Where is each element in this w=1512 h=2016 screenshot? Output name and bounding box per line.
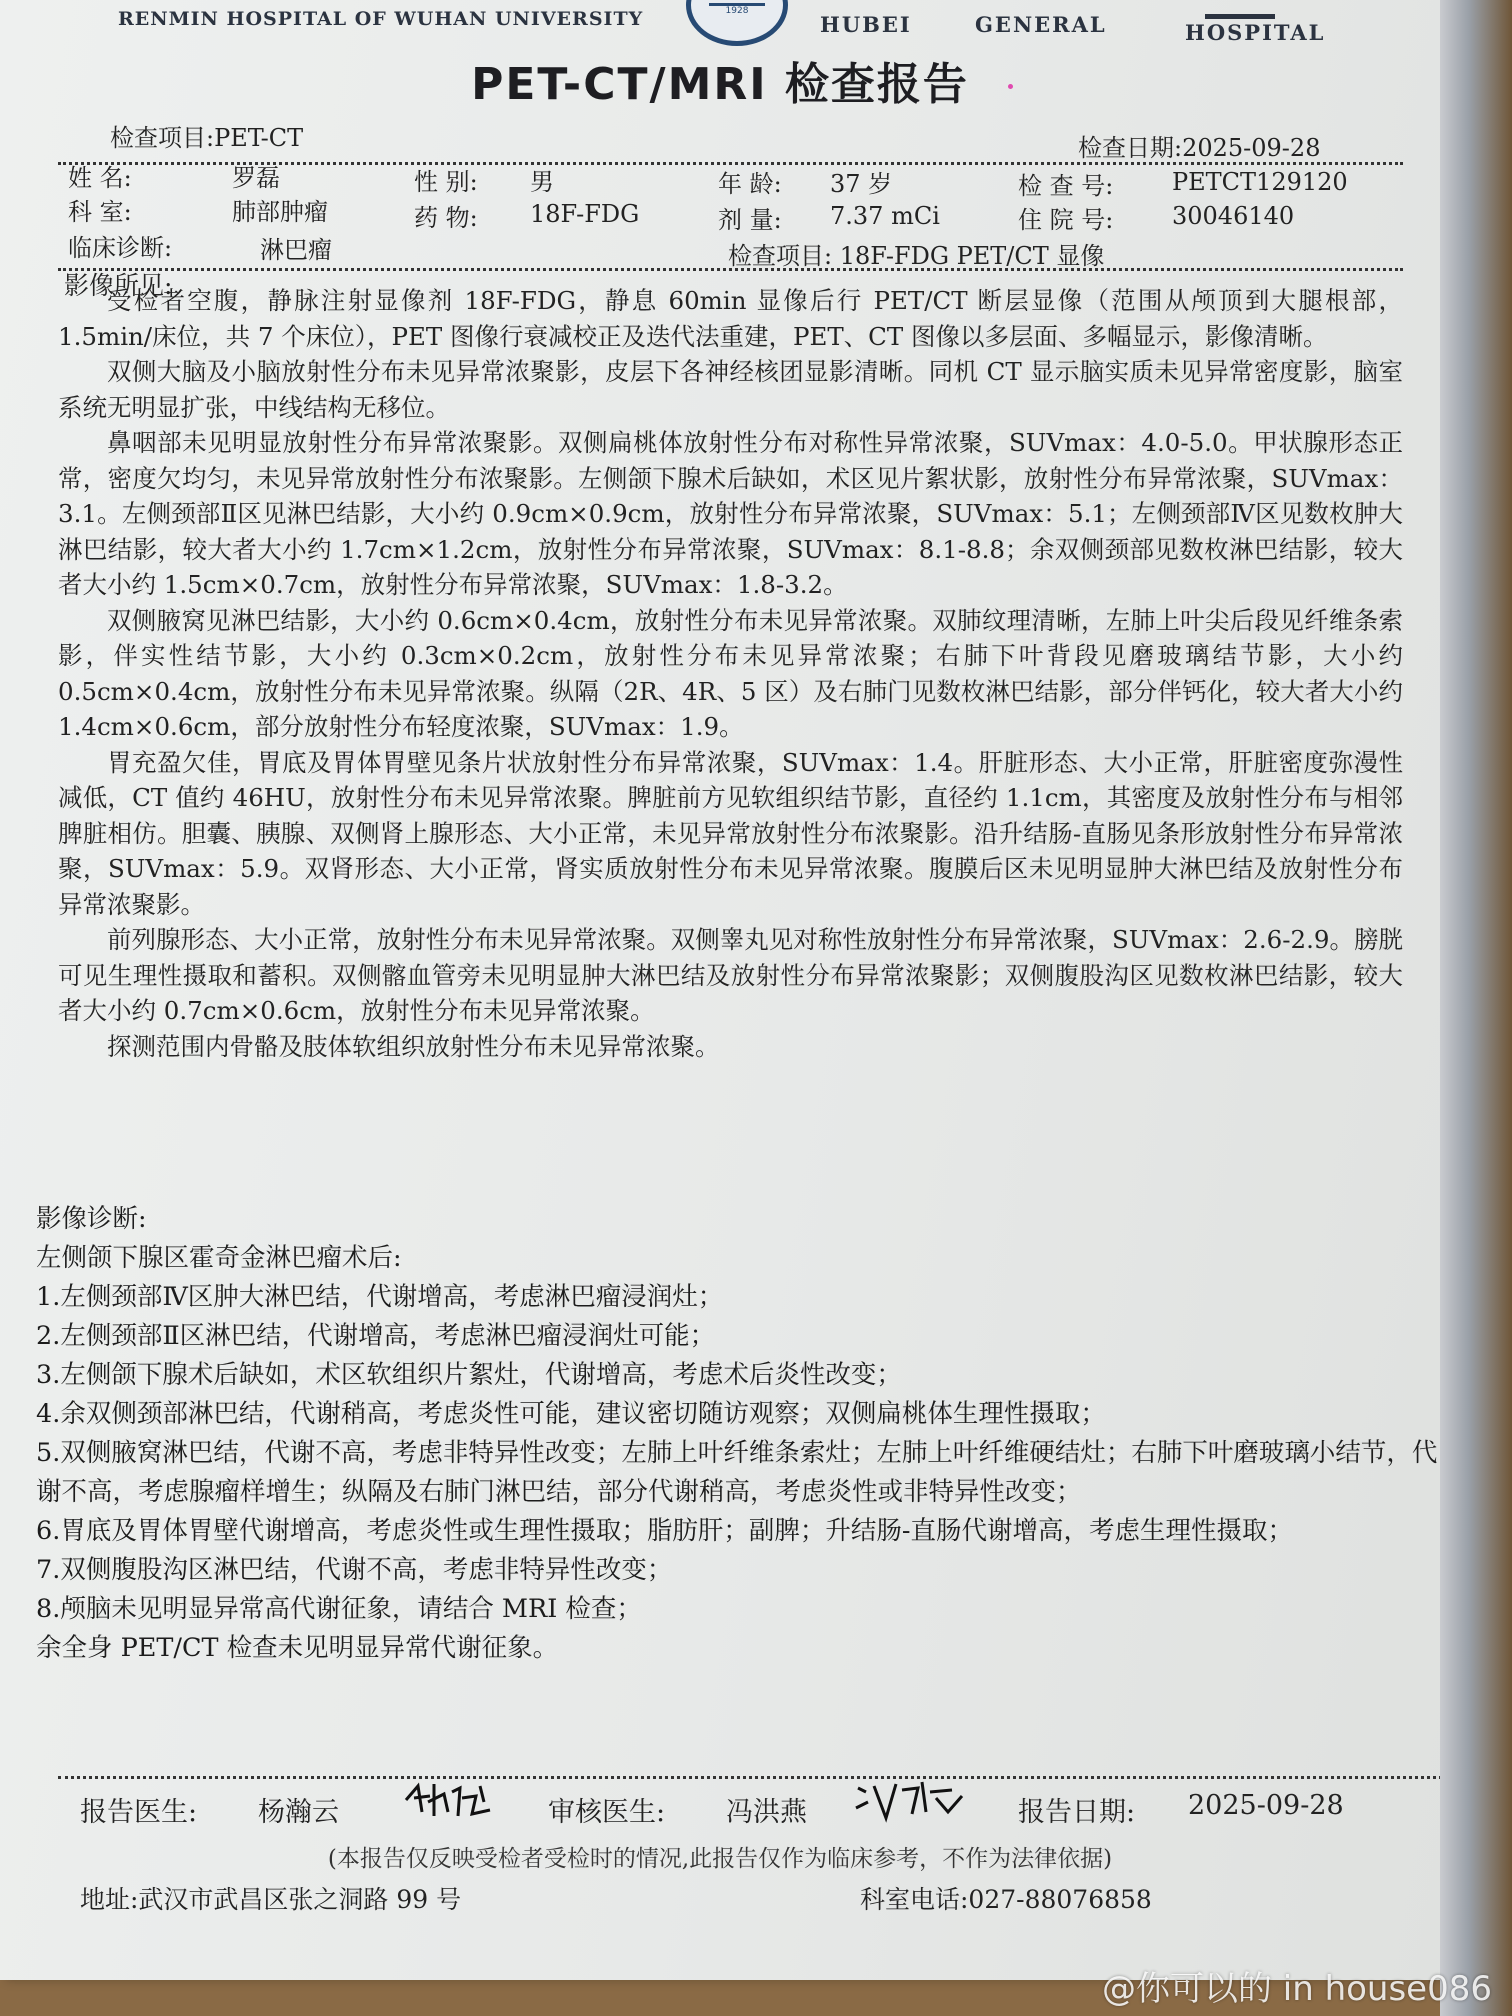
findings-body xyxy=(58,283,1403,1064)
department-phone: 科室电话:027-88076858 xyxy=(860,1885,1152,1914)
name-value: 罗磊 xyxy=(232,164,280,192)
diagnosis-item: 8.颅脑未见明显异常高代谢征象，请结合 MRI 检查； xyxy=(36,1594,642,1624)
report-doctor-signature xyxy=(400,1772,500,1828)
exam-no-label: 检 查 号: xyxy=(1018,172,1114,200)
pink-dot xyxy=(1008,84,1013,89)
dept-label: 科 室: xyxy=(68,198,132,226)
inpatient-value: 30046140 xyxy=(1172,202,1295,230)
inpatient-label: 住 院 号: xyxy=(1018,206,1114,234)
findings-paragraph: 胃充盈欠佳，胃底及胃体胃壁见条片状放射性分布异常浓聚，SUVmax：1.4。肝脏形态、大小正常，肝脏密度弥漫性减低，CT 值约 46HU，放射性分布未见异常浓聚。脾脏前方见软组织结节影，直径约 1.1cm，其密度及放射性分布与相邻脾脏相仿。胆囊、胰腺、双侧肾上腺形态、大小正常，未见异常放射性分布浓聚影。沿升结肠-直肠见条形放射性分布异常浓聚，SUVmax：5.9。双肾形态、大小正常，肾实质放射性分布未见异常浓聚。腹膜后区未见明显肿大淋巴结及放射性分布异常浓聚影。 xyxy=(58,747,1403,919)
diagnosis-heading: 影像诊断: xyxy=(36,1204,147,1234)
review-doctor-signature xyxy=(852,1768,972,1828)
review-doctor-name: 冯洪燕 xyxy=(726,1797,807,1828)
hospital-word-hubei: HUBEI xyxy=(820,12,912,37)
gender-label: 性 别: xyxy=(414,168,478,196)
disclaimer-note: (本报告仅反映受检者受检时的情况,此报告仅作为临床参考，不作为法律依据) xyxy=(327,1846,1113,1872)
findings-paragraph: 受检者空腹，静脉注射显像剂 18F-FDG，静息 60min 显像后行 PET/CT 断层显像（范围从颅顶到大腿根部，1.5min/床位，共 7 个床位），PET 图像行衰减校正及迭代法重建，PET、CT 图像以多层面、多幅显示，影像清晰。 xyxy=(58,286,1403,351)
hospital-logo xyxy=(686,0,788,46)
age-value: 37 岁 xyxy=(830,170,893,198)
diagnosis-item: 4.余双侧颈部淋巴结，代谢稍高，考虑炎性可能，建议密切随访观察；双侧扁桃体生理性摄取； xyxy=(36,1399,1106,1429)
diagnosis-item: 1.左侧颈部Ⅳ区肿大淋巴结，代谢增高，考虑淋巴瘤浸润灶； xyxy=(36,1282,724,1312)
dose-value: 7.37 mCi xyxy=(830,202,940,230)
report-doctor-name: 杨瀚云 xyxy=(258,1797,339,1828)
age-label: 年 龄: xyxy=(718,170,782,198)
hospital-word-hospital: HOSPITAL xyxy=(1185,20,1326,45)
diagnosis-item: 6.胃底及胃体胃壁代谢增高，考虑炎性或生理性摄取；脂肪肝；副脾；升结肠-直肠代谢增高，考虑生理性摄取； xyxy=(36,1516,1293,1546)
drug-label: 药 物: xyxy=(414,204,478,232)
clinical-label: 临床诊断: xyxy=(68,234,173,262)
diagnosis-item: 5.双侧腋窝淋巴结，代谢不高，考虑非特异性改变；左肺上叶纤维条索灶；左肺上叶纤维硬结灶；右肺下叶磨玻璃小结节，代谢不高，考虑腺瘤样增生；纵隔及右肺门淋巴结，部分代谢稍高，考虑炎性或非特异性改变； xyxy=(36,1438,1438,1507)
background-edge xyxy=(1440,0,1512,2016)
name-label: 姓 名: xyxy=(68,164,132,192)
hospital-word-general: GENERAL xyxy=(975,12,1107,37)
findings-paragraph: 前列腺形态、大小正常，放射性分布未见异常浓聚。双侧睾丸见对称性放射性分布异常浓聚，SUVmax：2.6-2.9。膀胱可见生理性摄取和蓄积。双侧髂血管旁未见明显肿大淋巴结及放射性分布异常浓聚影；双侧腹股沟区见数枚淋巴结影，较大者大小约 0.7cm×0.6cm，放射性分布未见异常浓聚。 xyxy=(58,925,1403,1025)
clinical-value: 淋巴瘤 xyxy=(260,236,332,264)
hospital-header xyxy=(0,2,1440,45)
findings-paragraph: 双侧大脑及小脑放射性分布未见异常浓聚影，皮层下各神经核团显影清晰。同机 CT 显示脑实质未见异常密度影，脑室系统无明显扩张，中线结构无移位。 xyxy=(58,357,1403,422)
dose-label: 剂 量: xyxy=(718,206,782,234)
gender-value: 男 xyxy=(530,168,554,196)
divider-bottom xyxy=(58,1776,1440,1779)
watermark: @你可以的 in house086 xyxy=(1101,1969,1492,2009)
exam-item-2: 检查项目: 18F-FDG PET/CT 显像 xyxy=(728,242,1105,270)
dept-value: 肺部肿瘤 xyxy=(232,198,328,226)
divider-info xyxy=(58,268,1403,271)
report-title: PET-CT/MRI 检查报告 xyxy=(471,59,969,110)
report-doctor-label: 报告医生: xyxy=(80,1797,198,1828)
drug-value: 18F-FDG xyxy=(530,200,640,228)
findings-paragraph: 鼻咽部未见明显放射性分布异常浓聚影。双侧扁桃体放射性分布对称性异常浓聚，SUVmax：4.0-5.0。甲状腺形态正常，密度欠均匀，未见异常放射性分布浓聚影。左侧颌下腺术后缺如，术区见片絮状影，放射性分布异常浓聚，SUVmax：3.1。左侧颈部Ⅱ区见淋巴结影，大小约 0.9cm×0.9cm，放射性分布异常浓聚，SUVmax：5.1；左侧颈部Ⅳ区见数枚肿大淋巴结影，较大者大小约 1.7cm×1.2cm，放射性分布异常浓聚，SUVmax：8.1-8.8；余双侧颈部见数枚淋巴结影，较大者大小约 1.5cm×0.7cm，放射性分布异常浓聚，SUVmax：1.8-3.2。 xyxy=(58,428,1403,599)
exam-no-value: PETCT129120 xyxy=(1172,168,1348,196)
diagnosis-item: 3.左侧颌下腺术后缺如，术区软组织片絮灶，代谢增高，考虑术后炎性改变； xyxy=(36,1360,902,1390)
logo-chinese-fragment xyxy=(1205,2,1275,19)
diagnosis-intro: 左侧颌下腺区霍奇金淋巴瘤术后: xyxy=(36,1243,402,1273)
review-doctor-label: 审核医生: xyxy=(548,1797,666,1828)
diagnosis-item: 2.左侧颈部Ⅱ区淋巴结，代谢增高，考虑淋巴瘤浸润灶可能； xyxy=(36,1321,716,1351)
exam-item: 检查项目:PET-CT xyxy=(110,124,304,152)
address: 地址:武汉市武昌区张之洞路 99 号 xyxy=(80,1885,462,1914)
report-date-label: 报告日期: xyxy=(1018,1797,1136,1828)
findings-paragraph: 双侧腋窝见淋巴结影，大小约 0.6cm×0.4cm，放射性分布未见异常浓聚。双肺纹理清晰，左肺上叶尖后段见纤维条索影，伴实性结节影，大小约 0.3cm×0.2cm，放射性分布未见异常浓聚；右肺下叶背段见磨玻璃结节影，大小约 0.5cm×0.4cm，放射性分布未见异常浓聚。纵隔（2R、4R、5 区）及右肺门见数枚淋巴结影，部分伴钙化，较大者大小约 1.4cm×0.6cm，部分放射性分布轻度浓聚，SUVmax：1.9。 xyxy=(58,605,1403,741)
diagnosis-section xyxy=(36,1200,1440,1668)
report-date: 2025-09-28 xyxy=(1188,1790,1344,1821)
findings-paragraph: 探测范围内骨骼及肢体软组织放射性分布未见异常浓聚。 xyxy=(107,1031,720,1061)
diagnosis-item: 7.双侧腹股沟区淋巴结，代谢不高，考虑非特异性改变； xyxy=(36,1555,673,1585)
hospital-name-en: RENMIN HOSPITAL OF WUHAN UNIVERSITY xyxy=(118,8,644,30)
logo-year: 1928 xyxy=(709,3,765,26)
diagnosis-closing: 余全身 PET/CT 检查未见明显异常代谢征象。 xyxy=(36,1633,559,1663)
exam-date: 检查日期:2025-09-28 xyxy=(1078,134,1321,162)
findings-heading: 影像所见: xyxy=(64,271,173,300)
